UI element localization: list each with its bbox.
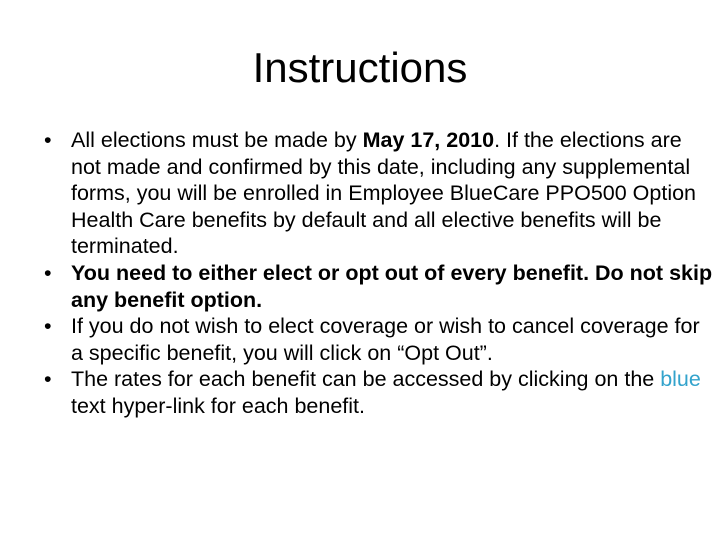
bullet-text-after: . If the elections are not made and confirmed by this date, including any supplemental forms, you will be enrolled in Employee BlueCare PPO500 Option Health Care benefits by default and all elective benefits will be terminated.: [71, 128, 697, 259]
instruction-list: [44, 127, 716, 420]
bullet-icon: •: [44, 260, 52, 285]
slide-title: Instructions: [252, 44, 468, 91]
bullet-text-before: The rates for each benefit can be accessed by clicking on the: [71, 367, 661, 392]
bullet-icon: •: [44, 314, 52, 339]
bullet-icon: •: [44, 367, 52, 392]
bullet-text: If you do not wish to elect coverage or wish to cancel coverage for a specific benefit, you will click on “Opt Out”.: [71, 314, 700, 365]
bullet-opt-out: [44, 313, 716, 366]
bullet-text-after: text hyper-link for each benefit.: [71, 393, 365, 418]
bullet-elect-or-opt-out: [44, 260, 716, 313]
bullet-text: You need to either elect or opt out of every benefit. Do not skip any benefit option.: [71, 260, 713, 312]
bullet-deadline: [44, 127, 716, 260]
bullet-rates: [44, 366, 716, 419]
blue-link-word: blue: [660, 367, 701, 392]
bullet-text-before: All elections must be made by: [71, 128, 363, 152]
bullet-icon: •: [44, 128, 52, 152]
deadline-date: May 17, 2010: [362, 128, 495, 152]
